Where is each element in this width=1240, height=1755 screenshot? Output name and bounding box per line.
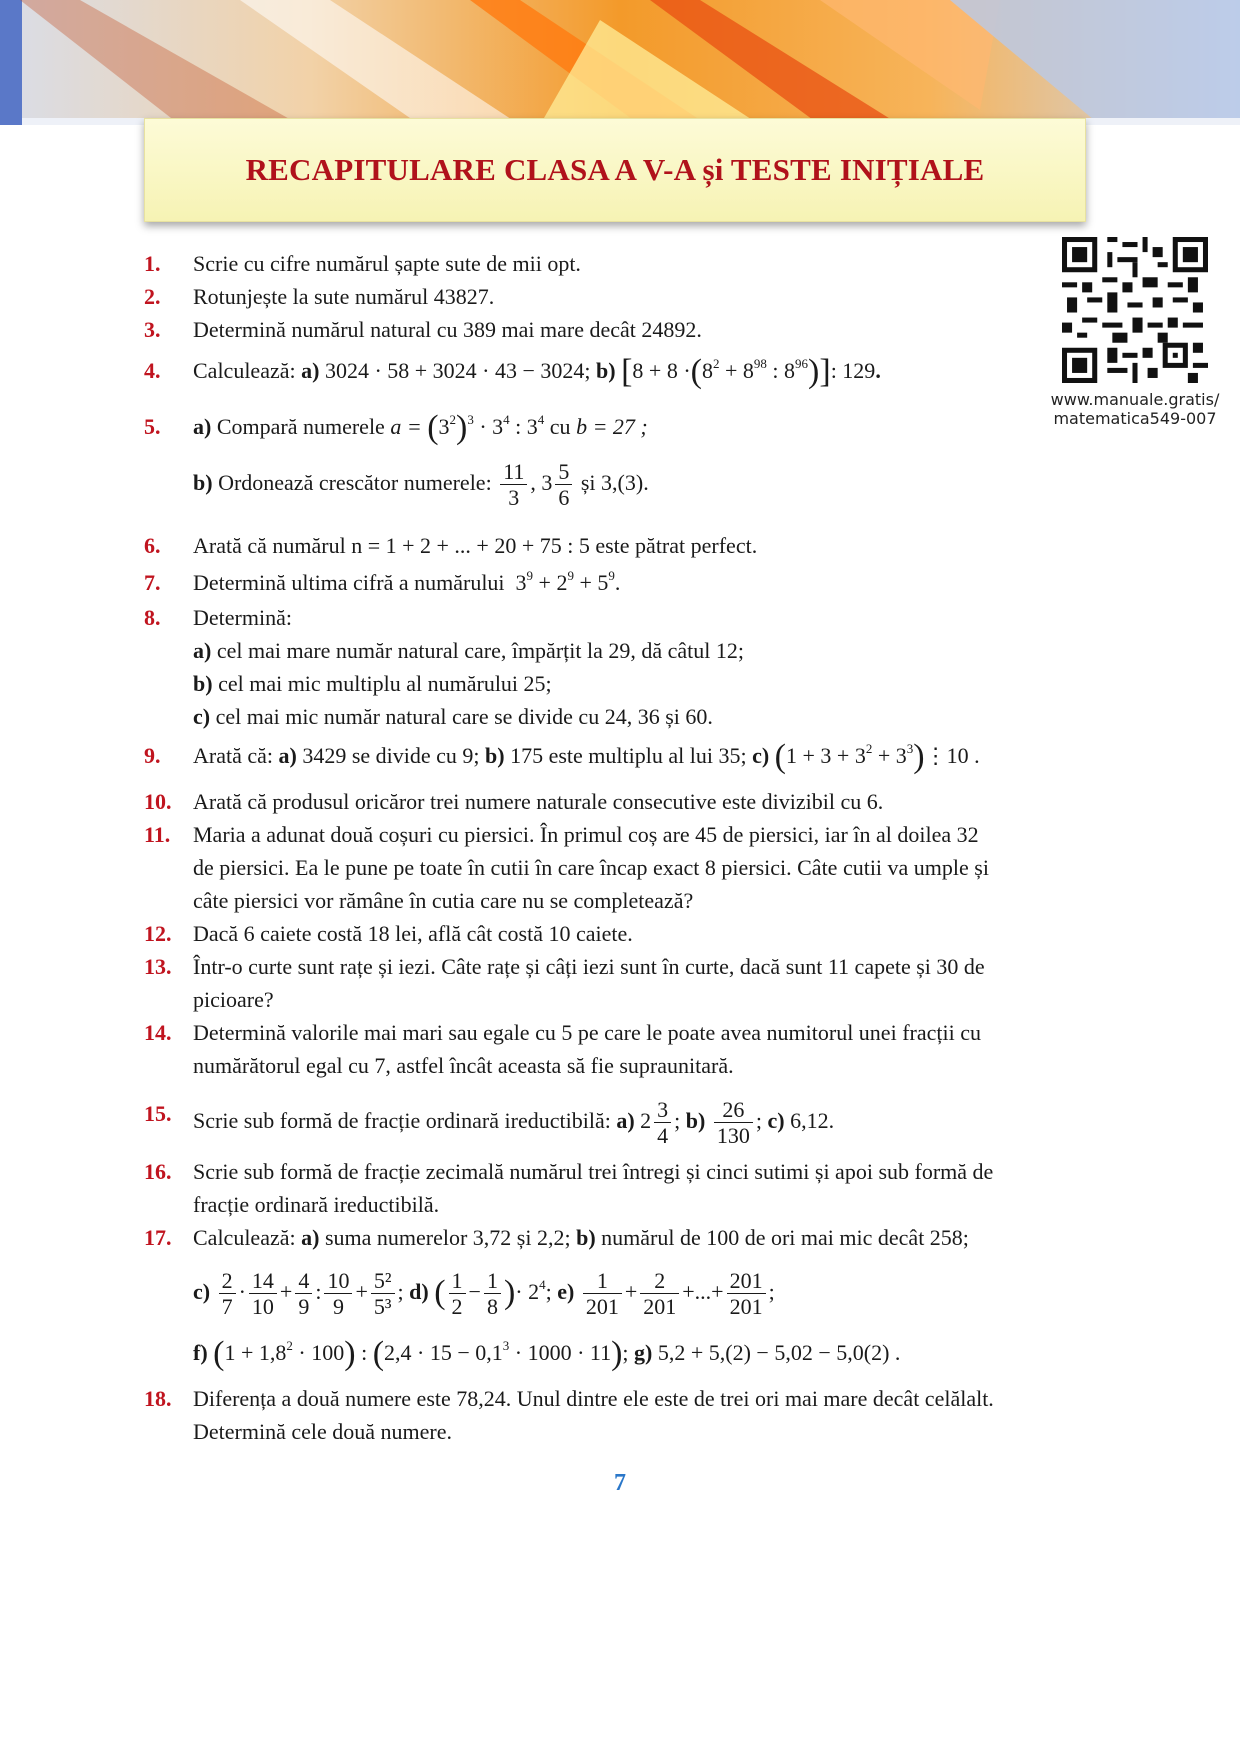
exercise-number: 8. xyxy=(144,605,161,630)
exercise-number: 3. xyxy=(144,317,161,342)
exercise-number: 4. xyxy=(144,358,161,383)
exercise-number: 13. xyxy=(144,954,172,979)
exercise-text: Arată că: a) 3429 se divide cu 9; b) 175 este multiplu al lui 35; c) ($1 + 3 + 3^2$ + $3^3)⋮10$ . xyxy=(193,738,980,775)
exercise-text: Rotunjește la sute numărul 43827. xyxy=(193,284,495,309)
exercise-number: 7. xyxy=(144,570,161,595)
exercise-text: Maria a adunat două coșuri cu piersici. În primul coș are 45 de piersici, iar în al doilea 32 de piersici. Ea le pune pe toate în cutii în care încap exact 8 piersici. Câte cutii va umple și câte piersici vor rămâne în cutia care nu se completează? xyxy=(193,822,989,913)
exercise-number: 5. xyxy=(144,414,161,439)
fraction: $\frac{11}{3}$ xyxy=(500,459,527,511)
exercise-text: Determină valorile mai mari sau egale cu 5 pe care le poate avea numitorul unei fracții cu numărătorul egal cu 7, astfel încât aceasta să fie supraunitară. xyxy=(193,1020,981,1078)
exercise-text: Determină numărul natural cu 389 mai mare decât 24892. xyxy=(193,317,702,342)
fraction: $\frac{5}{6}$ xyxy=(555,459,572,511)
exercise-number: 1. xyxy=(144,251,161,276)
exercise-text: Într-o curte sunt rațe și iezi. Câte rațe și câți iezi sunt în curte, dacă sunt 11 capete și 30 de picioare? xyxy=(193,954,985,1012)
exercise-number: 12. xyxy=(144,921,172,946)
exercise-text: Arată că numărul n = 1 + 2 + ... + 20 + 75 : 5 este pătrat perfect. xyxy=(193,533,758,558)
title-box xyxy=(144,118,1086,222)
exercise-text-b: b) Ordonează crescător numerele: $\frac{11}{3}$ , 3 $\frac{5}{6}$ și 3,(3). xyxy=(193,459,649,511)
exercise-text: Diferența a două numere este 78,24. Unul dintre ele este de trei ori mai mare decât celălalt. Determină cele două numere. xyxy=(193,1386,994,1444)
exercise-number: 18. xyxy=(144,1386,172,1411)
qr-caption-line[interactable]: www.manuale.gratis/ xyxy=(1050,390,1220,409)
exercise-text: Determină ultima cifră a numărului $3^9 + 2^9 + 5^9$. xyxy=(193,568,621,595)
exercise-text: Dacă 6 caiete costă 18 lei, află cât costă 10 caiete. xyxy=(193,921,633,946)
qr-caption-line[interactable]: matematica549-007 xyxy=(1053,409,1217,428)
exercise-number: 15. xyxy=(144,1101,172,1126)
exercise-number: 6. xyxy=(144,533,161,558)
exercise-number: 10. xyxy=(144,789,172,814)
exercise-number: 2. xyxy=(144,284,161,309)
exercise-text: Calculează: a) suma numerelor 3,72 și 2,2; b) numărul de 100 de ori mai mic decât 258; xyxy=(193,1225,969,1250)
exercise-text: Arată că produsul oricăror trei numere naturale consecutive este divizibil cu 6. xyxy=(193,789,884,814)
fraction: $\frac{26}{130}$ xyxy=(714,1097,753,1149)
exercise-number: 17. xyxy=(144,1225,172,1250)
exercise-number: 14. xyxy=(144,1020,172,1045)
page-number: 7 xyxy=(614,1470,626,1496)
exercise-text: Scrie sub formă de fracție ordinară ireductibilă: a) 2 $\frac{3}{4}$ ; b) $\frac{26}{130}$ ; c) 6,12. xyxy=(193,1097,835,1149)
exercise-number: 11. xyxy=(144,822,171,847)
fraction: $\frac{3}{4}$ xyxy=(654,1097,671,1149)
exercise-text: Scrie sub formă de fracție zecimală numărul trei întregi și cinci sutimi și apoi sub formă de fracție ordinară ireductibilă. xyxy=(193,1159,994,1217)
exercise-number: 9. xyxy=(144,743,161,768)
exercise-text: Calculează: a) 3024 · 58 + 3024 · 43 − 3024; b) [$8 + 8 \cdot(8^2 + 8^{98}$ : $8^{96}$)]: 129. xyxy=(193,353,881,390)
exercise-text-a: a) Compară numerele $a = (3^2)^3 \cdot 3^4$ : $3^4$ cu b = 27 ; xyxy=(193,409,648,446)
exercise-text: Scrie cu cifre numărul șapte sute de mii opt. xyxy=(193,251,581,276)
exercise-number: 16. xyxy=(144,1159,172,1184)
exercise-text: Determină: xyxy=(193,605,292,630)
page-title: RECAPITULARE CLASA A V-A și TESTE INIȚIALE xyxy=(245,152,985,187)
header-banner-image xyxy=(0,0,1240,125)
